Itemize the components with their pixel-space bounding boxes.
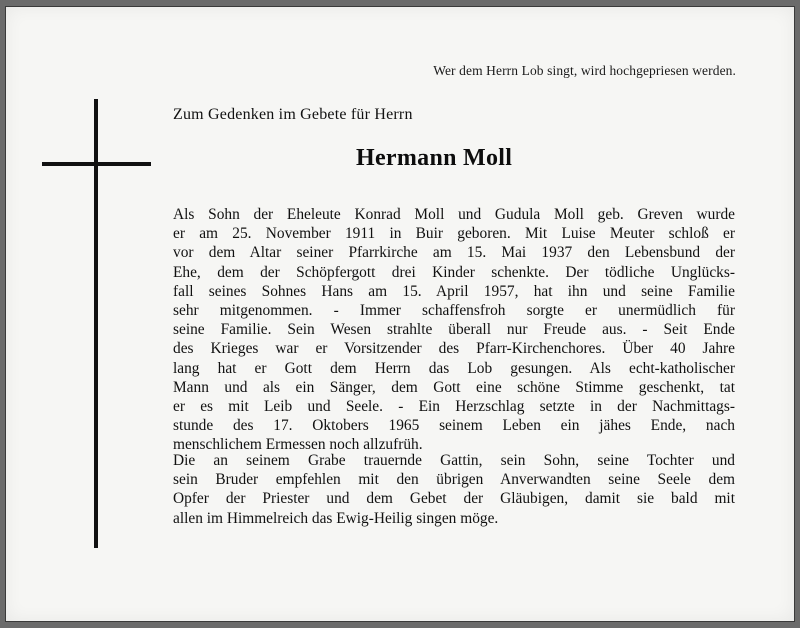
memorial-card xyxy=(5,6,795,622)
text-line: lang hat er Gott dem Herrn das Lob gesungen. Als echt-katholischer xyxy=(173,359,735,377)
text-line: stunde des 17. Oktobers 1965 seinem Leben ein jähes Ende, nach xyxy=(173,417,735,435)
text-line: er am 25. November 1911 in Buir geboren. Mit Luise Meuter schloß er xyxy=(173,225,735,243)
intro-line: Zum Gedenken im Gebete für Herrn xyxy=(173,106,413,123)
text-line: fall seines Sohnes Hans am 15. April 1957, hat ihn und seine Familie xyxy=(173,282,735,300)
text-line: Als Sohn der Eheleute Konrad Moll und Gudula Moll geb. Greven wurde xyxy=(173,206,735,223)
text-line: er es mit Leib und Seele. - Ein Herzschlag setzte in der Nachmittags- xyxy=(173,397,735,415)
mourners-paragraph xyxy=(173,451,735,528)
text-line: des Krieges war er Vorsitzender des Pfarr-Kirchenchores. Über 40 Jahre xyxy=(173,340,735,358)
text-line: Mann und als ein Sänger, dem Gott eine schöne Stimme geschenkt, tat xyxy=(173,378,735,396)
text-line: Ehe, dem der Schöpfergott drei Kinder schenkte. Der tödliche Unglücks- xyxy=(173,263,735,281)
text-line: Die an seinem Grabe trauernde Gattin, sein Sohn, seine Tochter und xyxy=(173,452,735,469)
cross-vertical-bar xyxy=(94,99,98,548)
text-line: allen im Himmelreich das Ewig-Heilig singen möge. xyxy=(173,509,499,527)
text-line: menschlichem Ermessen noch allzufrüh. xyxy=(173,436,423,454)
motto-text: Wer dem Herrn Lob singt, wird hochgepriesen werden. xyxy=(433,63,736,78)
deceased-name: Hermann Moll xyxy=(356,145,513,171)
text-line: seine Familie. Sein Wesen strahlte überall nur Freude aus. - Seit Ende xyxy=(173,321,735,339)
text-line: sein Bruder empfehlen mit den übrigen Anverwandten seine Seele dem xyxy=(173,471,735,489)
text-line: vor dem Altar seiner Pfarrkirche am 15. Mai 1937 den Lebensbund der xyxy=(173,244,735,262)
cross-horizontal-bar xyxy=(42,162,151,166)
text-line: sehr mitgenommen. - Immer schaffensfroh sorgte er unermüdlich für xyxy=(173,301,735,319)
text-line: Opfer der Priester und dem Gebet der Gläubigen, damit sie bald mit xyxy=(173,490,735,508)
biography-paragraph xyxy=(173,205,735,454)
